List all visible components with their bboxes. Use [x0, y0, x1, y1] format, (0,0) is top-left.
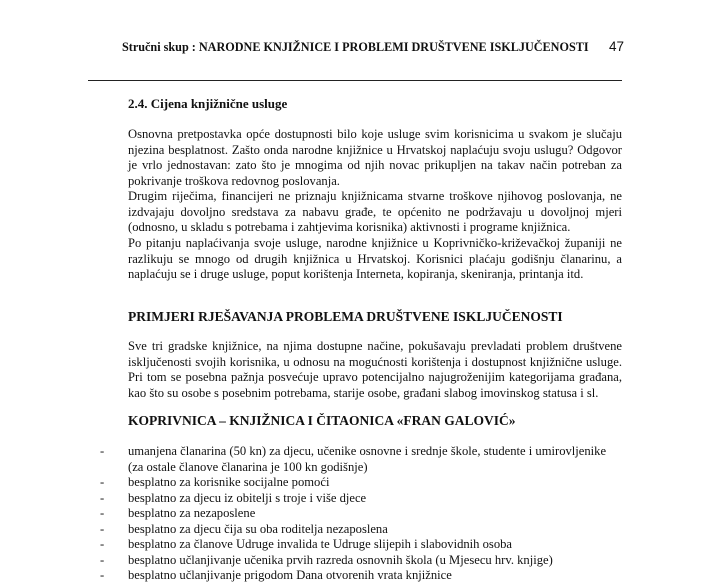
bullet-dash: - — [100, 552, 105, 567]
paragraph-primjeri: Sve tri gradske knjižnice, na njima dostupne načine, pokušavaju prevladati problem društvene isključenosti svojih korisnika, u odnosu na mogućnosti korištenja i dostupnost knjižnične usluge. Pri tom se posebna pažnja posvećuje upravo potencijalno najugroženijim kategorijama građana, kao što su osobe s posebnim potrebama, starije osobe, građani slabog imovinskog statusa i sl. — [128, 339, 622, 400]
list-item: - besplatno za nezaposlene — [100, 506, 256, 520]
paragraph-2: Drugim riječima, financijeri ne priznaju knjižnicama stvarne troškove njihovog poslovanja, ne izdvajaju dovoljno sredstava za nabavu građe, te općenito ne podržavaju u dovoljnoj mjeri (odnosno, u skladu s potrebama i zahtjevima korisnika) aktivnosti i programe knjižnica. — [128, 189, 622, 234]
list-item: - besplatno za korisnike socijalne pomoći — [100, 475, 330, 489]
bullet-dash: - — [100, 444, 105, 458]
running-header — [122, 39, 625, 55]
paragraph-1-text: Osnovna pretpostavka opće dostupnosti bilo koje usluge svim korisnicima u svakom je slučaju njezina besplatnost. Zašto onda narodne knjižnice u Hrvatskoj naplaćuju svoju uslugu? Odgovor je vrlo jednostavan: zato što je mnogima od njih novac prikupljen na takav način potreban za pokrivanje troškova redovnog poslovanja. — [128, 127, 622, 188]
section-heading-2-4: 2.4. Cijena knjižnične usluge — [128, 96, 288, 111]
running-header-title: Stručni skup : NARODNE KNJIŽNICE I PROBLEMI DRUŠTVENE ISKLJUČENOSTI — [122, 40, 589, 54]
bullet-dash: - — [100, 506, 105, 520]
bullet-dash: - — [100, 490, 105, 505]
page-number: 47 — [609, 39, 625, 54]
paragraph-3: Po pitanju naplaćivanja svoje usluge, narodne knjižnice u Koprivničko-križevačkoj županiji ne razlikuju se mnogo od drugih knjižnica u Hrvatskoj. Korisnici plaćaju godišnju članarinu, a naplaćuju se i druge usluge, poput korištenja Interneta, kopiranja, skeniranja, printanja itd. — [128, 236, 622, 281]
section-heading-primjeri: PRIMJERI RJEŠAVANJA PROBLEMA DRUŠTVENE ISKLJUČENOSTI — [128, 309, 563, 324]
bullet-dash: - — [100, 537, 105, 551]
section-heading-koprivnica: KOPRIVNICA – KNJIŽNICA I ČITAONICA «FRAN GALOVIĆ» — [128, 413, 516, 428]
bullet-dash: - — [100, 475, 105, 489]
list-item: - umanjena članarina (50 kn) za djecu, učenike osnovne i srednje škole, studente i umirovljenike (za ostale članove članarina je 100 kn godišnje) — [100, 444, 607, 474]
list-item: - besplatno za djecu iz obitelji s troje i više djece — [100, 490, 367, 505]
bullet-dash: - — [100, 568, 105, 582]
header-rule — [88, 80, 622, 81]
list-item: - besplatno učlanjivanje učenika prvih razreda osnovnih škola (u Mjesecu hrv. knjige) — [100, 552, 553, 567]
list-item: - besplatno za djecu čija su oba roditelja nezaposlena — [100, 521, 388, 536]
paragraph-1 — [128, 127, 622, 189]
bullet-dash: - — [100, 521, 105, 536]
bullet-list — [100, 444, 622, 584]
list-item: - besplatno za članove Udruge invalida te Udruge slijepih i slabovidnih osoba — [100, 537, 513, 551]
list-item: - besplatno učlanjivanje prigodom Dana otvorenih vrata knjižnice — [100, 568, 452, 582]
